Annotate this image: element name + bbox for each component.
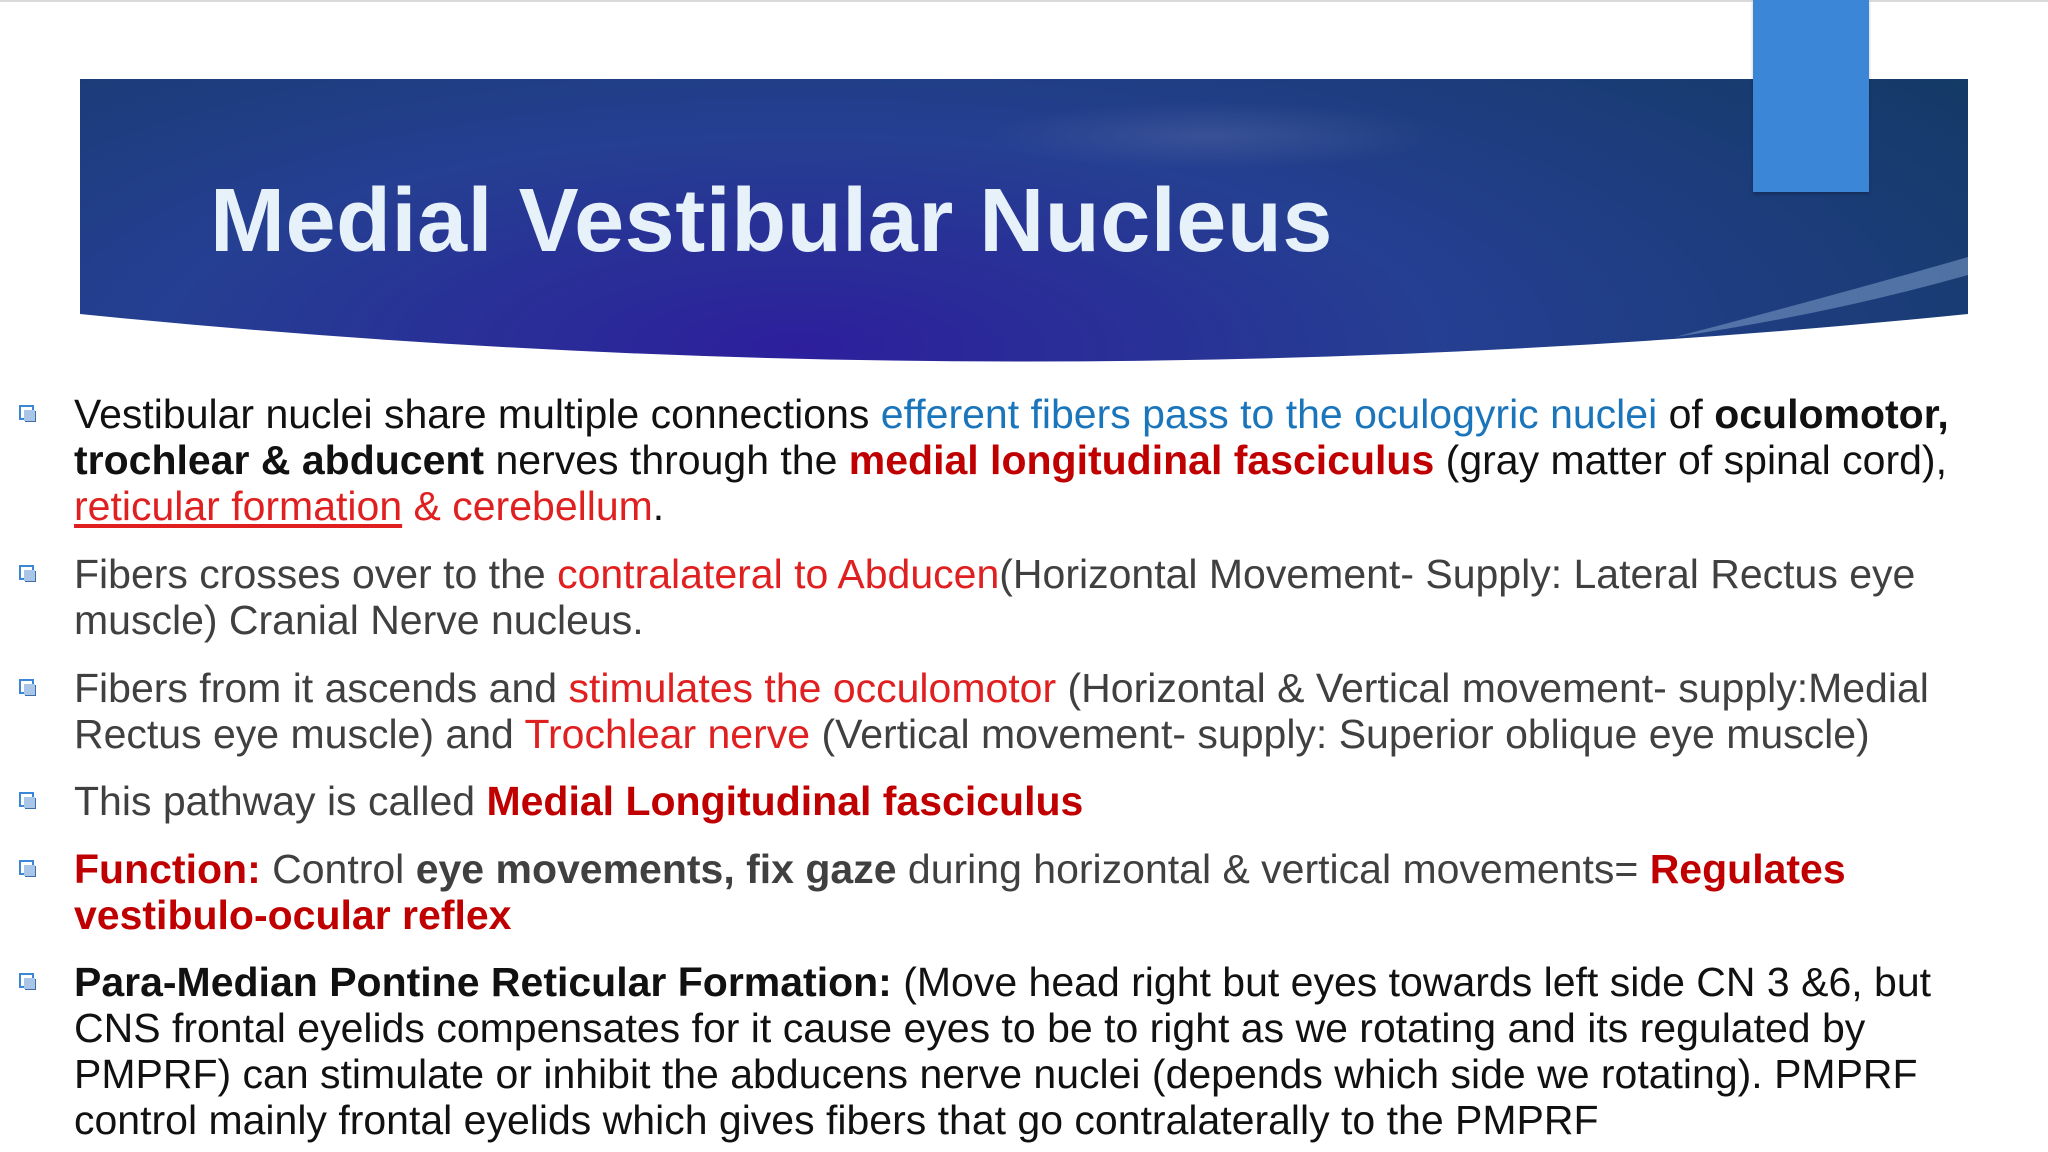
bullet-text: . — [652, 483, 665, 529]
bullet-item-fibers-cross — [74, 551, 2024, 643]
bullet-item-pathway — [74, 778, 2024, 824]
bullet-text: (Move head right but eyes towards left side CN 3 &6, but CNS frontal eyelids compensates for it cause eyes to be to right as we rotating and its regulated by PMPRF) can stimulate or inhibit the abducens nerve nuclei (depends which side we rotating). PMPRF control mainly frontal eyelids which gives fibers that go contralaterally to the PMPRF — [74, 959, 1932, 1143]
bullet-label-red-bold: Function: — [74, 846, 261, 892]
bullet-text: This pathway is called — [74, 778, 487, 824]
bullet-highlight-red: stimulates the occulomotor — [568, 665, 1057, 711]
hollow-square-bullet-icon — [19, 860, 34, 875]
bullet-text: Fibers from it ascends and — [74, 665, 569, 711]
bullet-item-fibers-ascend — [74, 665, 2024, 757]
bullet-highlight-red-bold: medial longitudinal fasciculus — [848, 437, 1435, 483]
bullet-text: (Horizontal & Vertical movement- supply:Medial Rectus eye muscle) and — [74, 665, 1929, 757]
bullet-highlight-red: contralateral to Abducen — [557, 551, 1000, 597]
top-border-line — [0, 0, 2048, 2]
bullet-text: (Vertical movement- supply: Superior oblique eye muscle) — [810, 711, 1870, 757]
hollow-square-bullet-icon — [19, 405, 34, 420]
bullet-text: of — [1657, 391, 1715, 437]
bullet-label-bold: Para-Median Pontine Reticular Formation: — [74, 959, 892, 1005]
hollow-square-bullet-icon — [19, 679, 34, 694]
bullet-bold: oculomotor, trochlear & abducent — [74, 391, 1949, 483]
bullet-text: Vestibular nuclei share multiple connections — [74, 391, 881, 437]
bullet-text: nerves through the — [484, 437, 849, 483]
accent-tab — [1753, 0, 1869, 192]
bullet-text: (gray matter of spinal cord), — [1434, 437, 1947, 483]
bullet-item-pmprf — [74, 959, 2024, 1143]
hollow-square-bullet-icon — [19, 792, 34, 807]
bullet-highlight-blue: efferent fibers pass to the oculogyric nuclei — [880, 391, 1658, 437]
bullet-highlight-red-bold: Medial Longitudinal fasciculus — [486, 778, 1084, 824]
bullet-highlight-red-bold: Regulates vestibulo-ocular reflex — [74, 846, 1846, 938]
bullet-text: Control — [260, 846, 416, 892]
bullet-text: Fibers crosses over to the — [74, 551, 558, 597]
hollow-square-bullet-icon — [19, 973, 34, 988]
bullet-item-function — [74, 846, 2024, 938]
bullet-text: during horizontal & vertical movements= — [896, 846, 1650, 892]
slide-title: Medial Vestibular Nucleus — [210, 171, 1333, 271]
bullet-highlight-red-underlined: reticular formation — [74, 483, 403, 529]
bullet-text: (Horizontal Movement- Supply: Lateral Rectus eye muscle) Cranial Nerve nucleus. — [74, 551, 1916, 643]
hollow-square-bullet-icon — [19, 565, 34, 580]
bullet-item-vestibular-connections — [74, 391, 2024, 529]
bullet-highlight-red: Trochlear nerve — [524, 711, 811, 757]
bullet-highlight-red: & cerebellum — [402, 483, 653, 529]
bullet-bold: eye movements, fix gaze — [415, 846, 897, 892]
